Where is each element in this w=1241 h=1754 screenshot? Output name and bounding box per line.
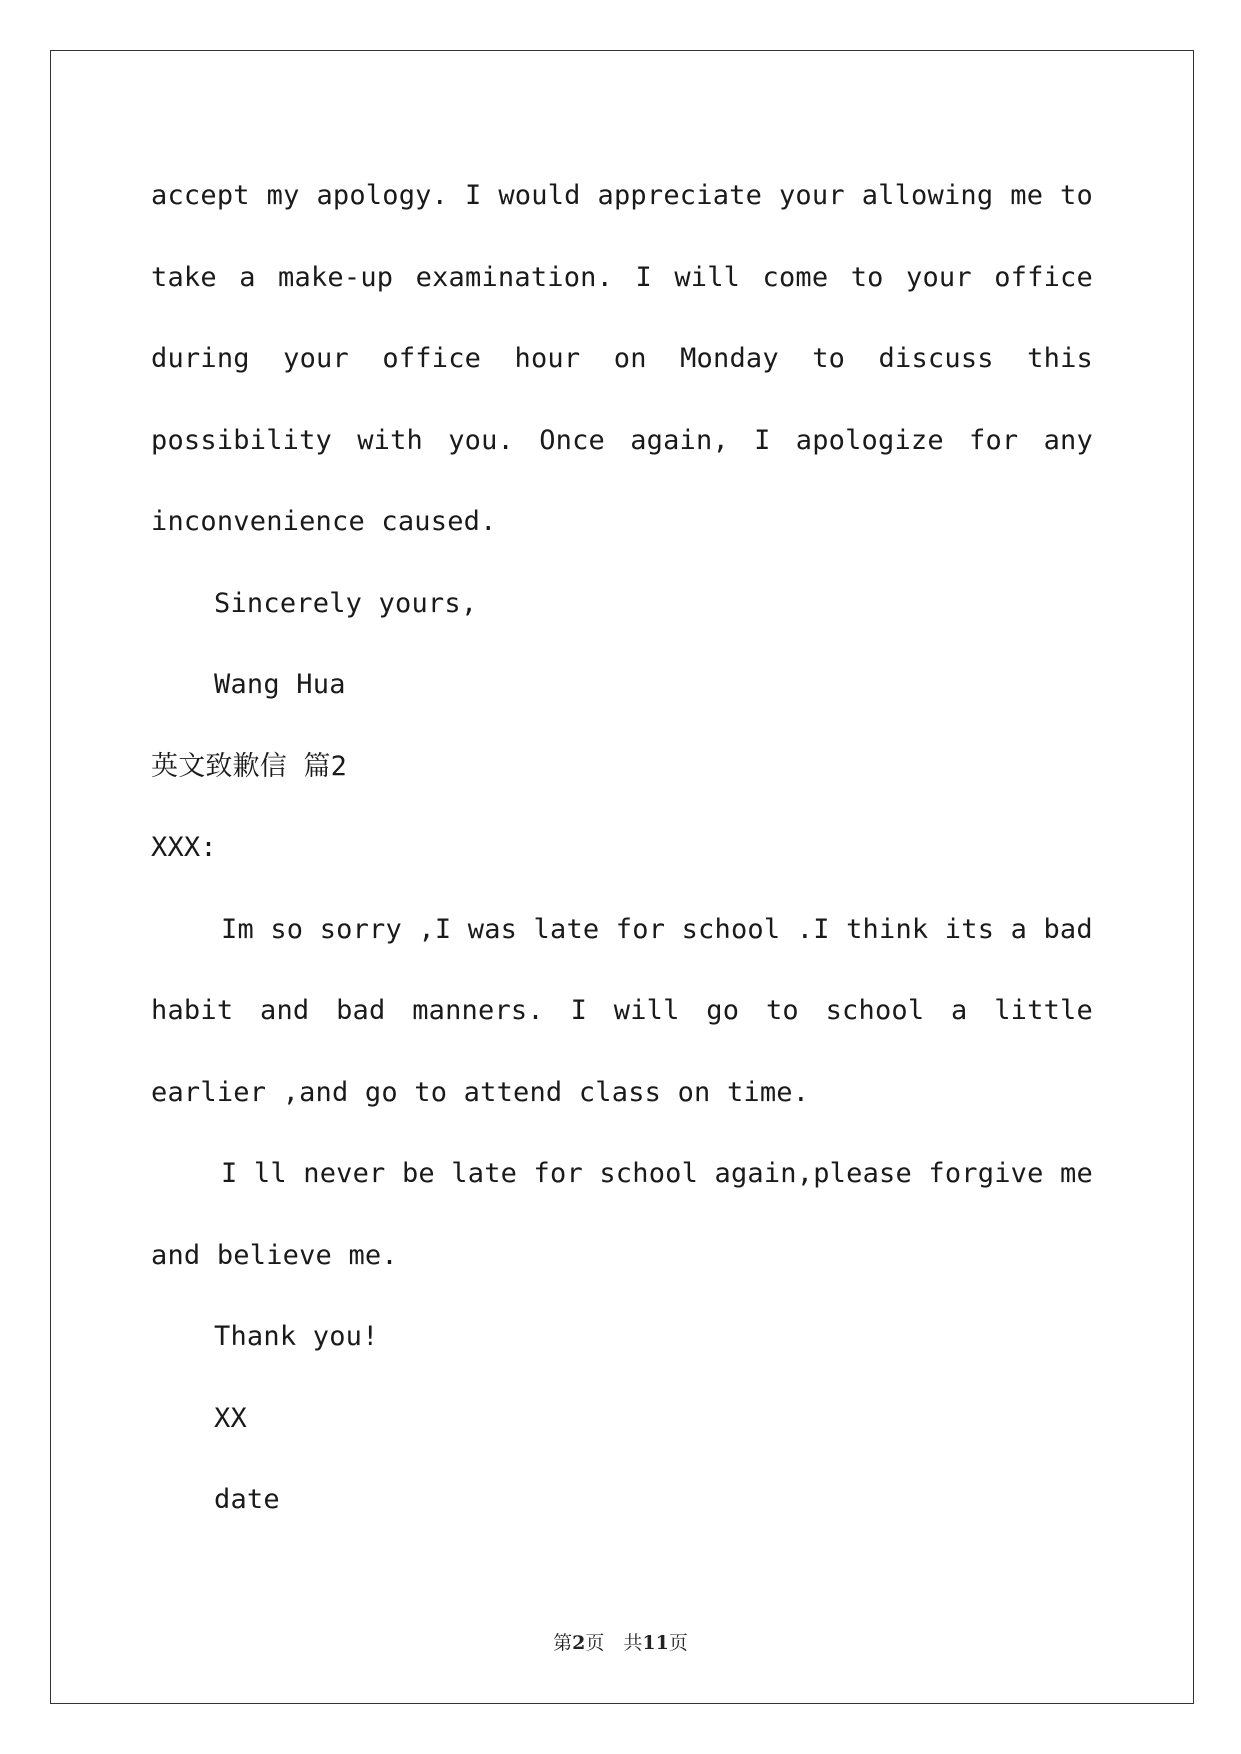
text-line: date [214,1484,280,1515]
page-footer [0,1628,1241,1655]
text-line: during your office hour on Monday to discuss this [151,343,1093,374]
text-line: earlier ,and go to attend class on time. [151,1076,810,1108]
text-line: Wang Hua [214,669,346,700]
text-line: possibility with you. Once again, I apologize for any [151,424,1093,456]
text-line: XXX: [151,832,217,863]
text-line: XX [214,1402,247,1434]
text-line: Im so sorry ,I was late for school .I think its a bad [221,913,1093,945]
current-page-number: 2 [572,1632,586,1654]
footer-mid: 页 共 [585,1632,643,1654]
section-heading: 英文致歉信 篇2 [151,750,348,782]
total-page-count: 11 [642,1632,669,1654]
text-line: take a make-up examination. I will come to your office [151,261,1093,293]
text-line: Sincerely yours, [214,587,478,619]
text-line: and believe me. [151,1239,398,1271]
footer-prefix: 第 [553,1632,573,1654]
text-line: I ll never be late for school again,please forgive me [221,1158,1093,1189]
footer-suffix: 页 [668,1632,688,1654]
text-line: inconvenience caused. [151,506,497,537]
document-body [151,155,1093,1541]
text-line: accept my apology. I would appreciate your allowing me to [151,180,1093,211]
text-line: habit and bad manners. I will go to school a little [151,995,1093,1026]
text-line: Thank you! [214,1321,379,1352]
